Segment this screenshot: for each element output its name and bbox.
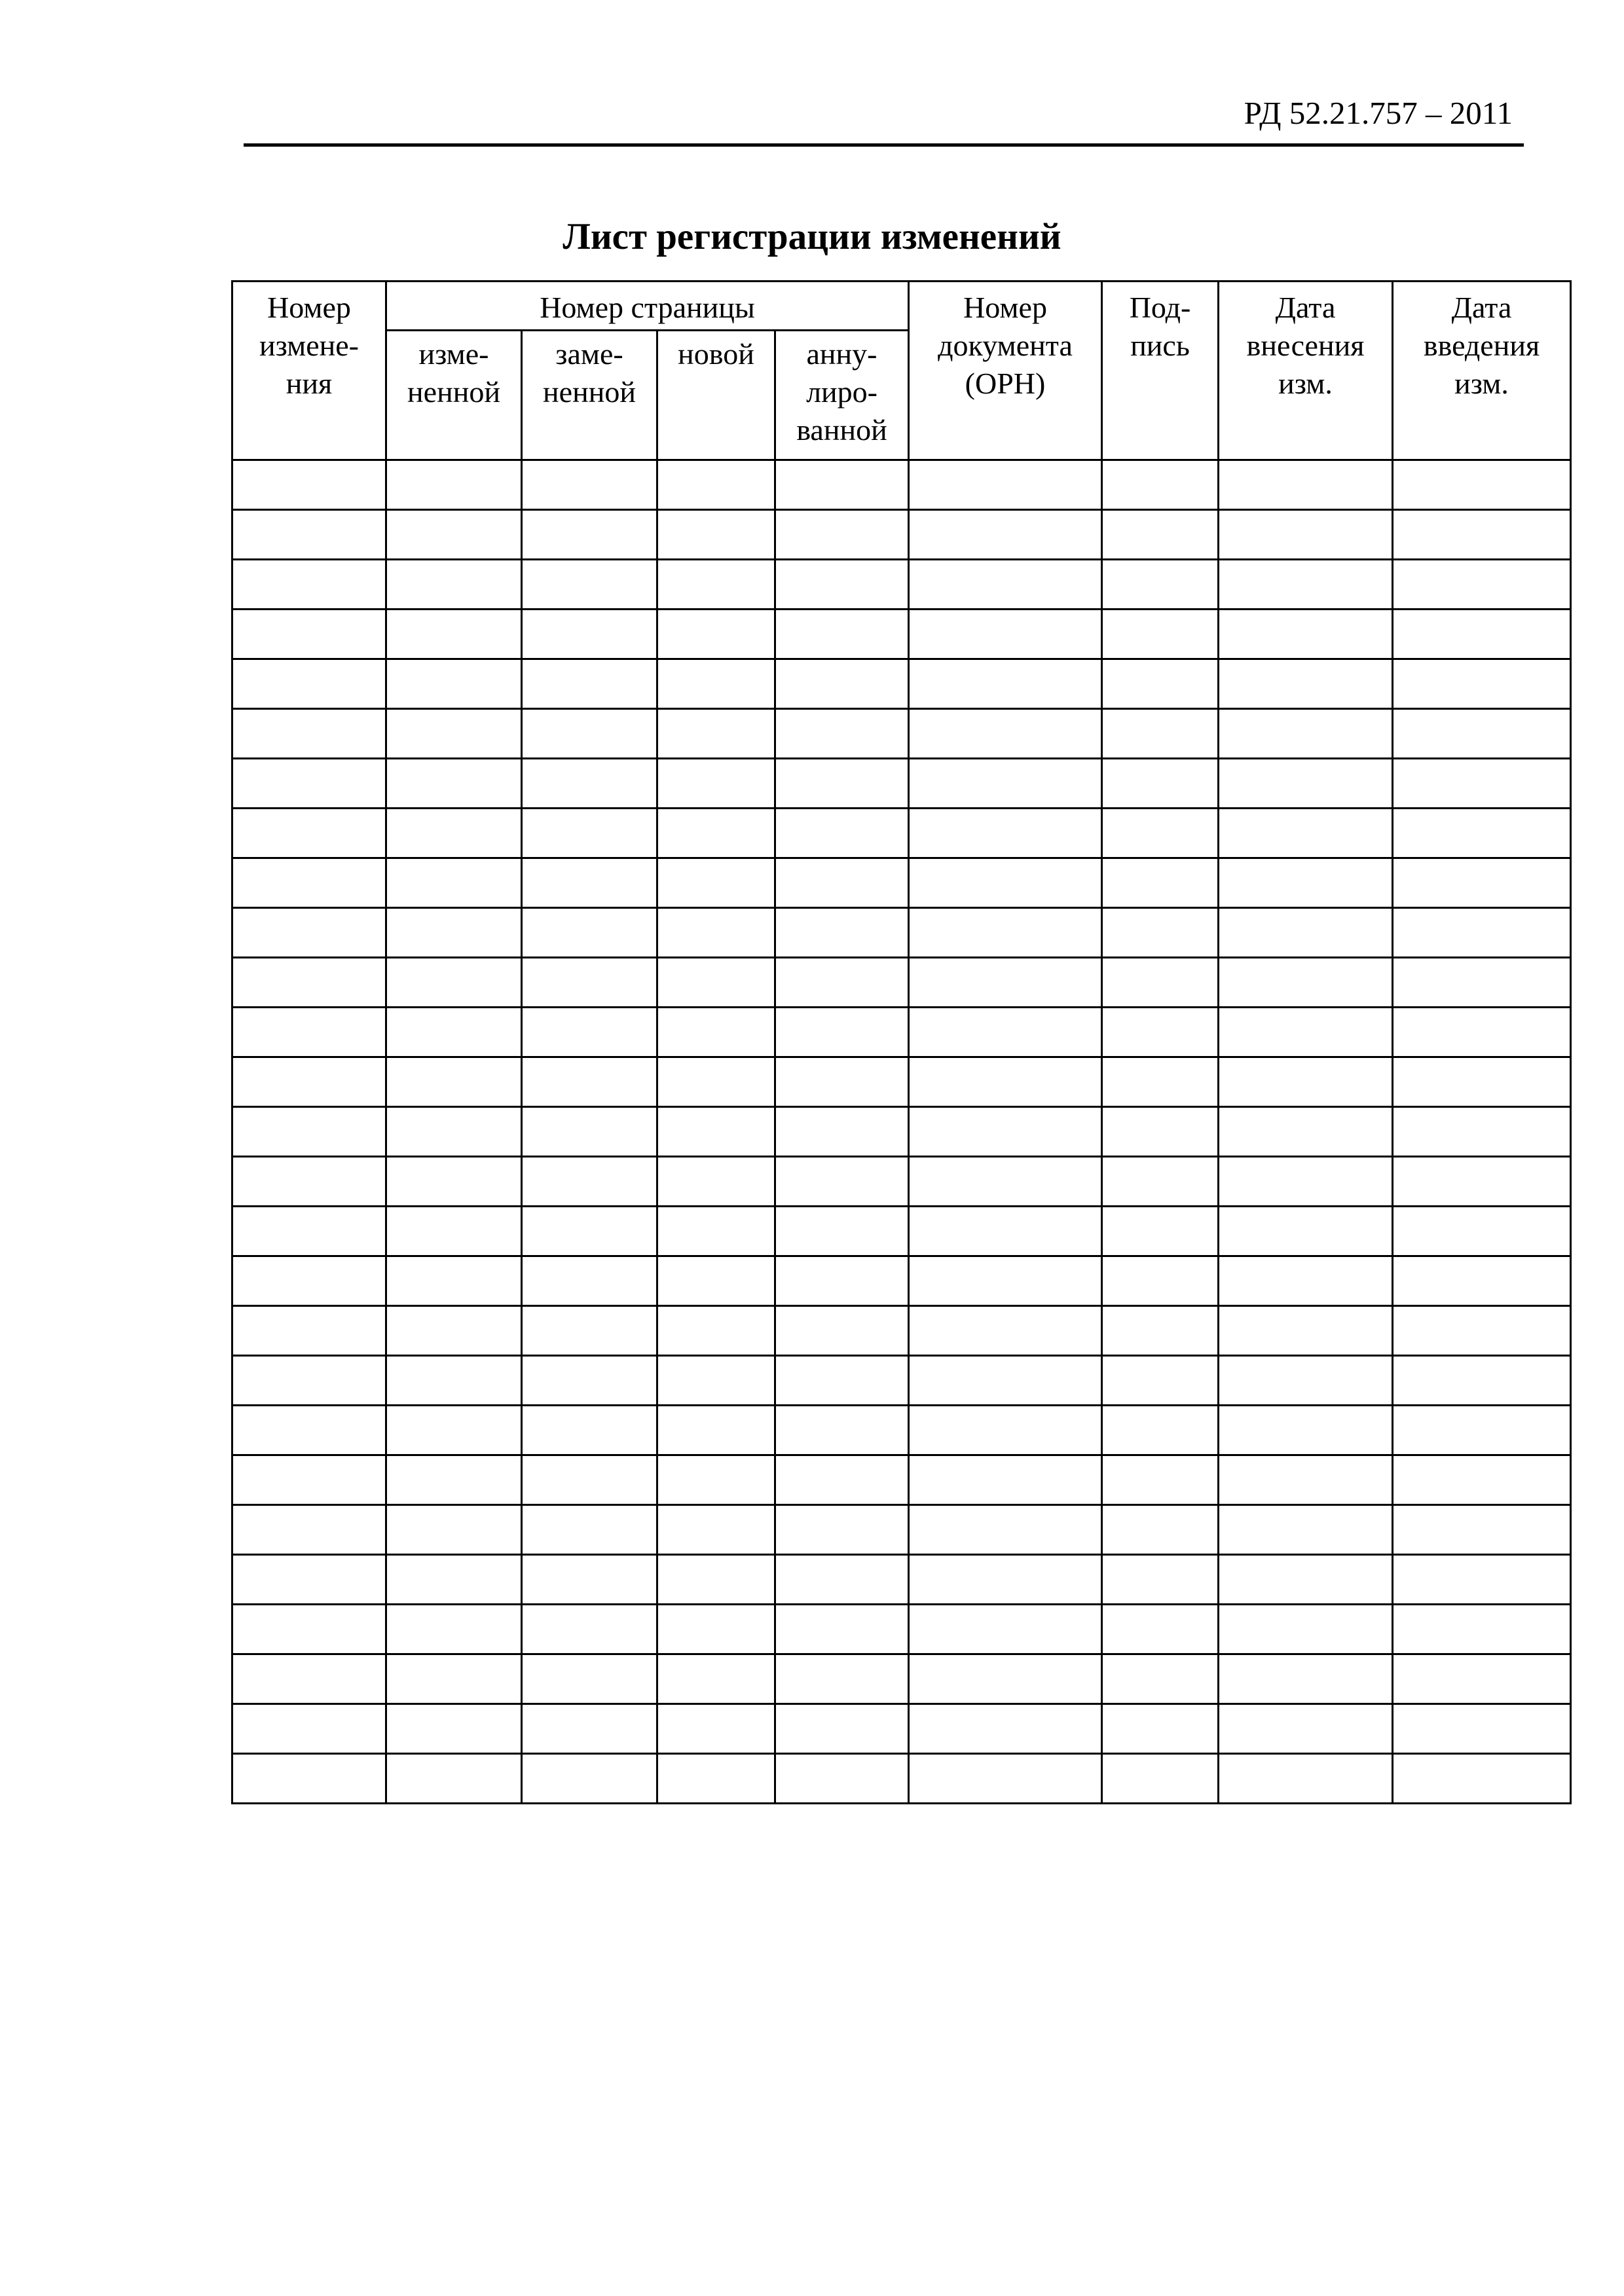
- table-cell: [775, 809, 909, 858]
- table-cell: [1393, 1356, 1571, 1406]
- table-cell: [775, 659, 909, 709]
- table-cell: [1219, 958, 1393, 1008]
- table-cell: [386, 1107, 522, 1157]
- table-cell: [386, 1157, 522, 1207]
- table-cell: [1393, 1306, 1571, 1356]
- table-cell: [232, 908, 386, 958]
- table-cell: [1102, 510, 1219, 560]
- table-cell: [909, 1654, 1102, 1704]
- table-row: [232, 560, 1571, 610]
- table-row: [232, 1057, 1571, 1107]
- table-cell: [386, 1207, 522, 1256]
- table-cell: [232, 759, 386, 809]
- table-row: [232, 1356, 1571, 1406]
- table-cell: [1393, 709, 1571, 759]
- table-cell: [775, 1406, 909, 1455]
- table-cell: [1219, 1754, 1393, 1804]
- document-code: РД 52.21.757 – 2011: [1244, 95, 1513, 131]
- table-cell: [1393, 1605, 1571, 1654]
- table-cell: [232, 460, 386, 510]
- column-header-replaced: заме- ненной: [522, 331, 657, 460]
- table-cell: [1393, 1256, 1571, 1306]
- table-cell: [657, 560, 775, 610]
- table-cell: [657, 460, 775, 510]
- table-cell: [657, 1057, 775, 1107]
- table-cell: [522, 1207, 657, 1256]
- table-row: [232, 1555, 1571, 1605]
- table-cell: [1219, 858, 1393, 908]
- table-cell: [232, 560, 386, 610]
- table-cell: [909, 1157, 1102, 1207]
- table-cell: [522, 709, 657, 759]
- table-cell: [1393, 1505, 1571, 1555]
- table-cell: [1102, 1356, 1219, 1406]
- table-cell: [909, 1008, 1102, 1057]
- table-cell: [232, 1107, 386, 1157]
- table-cell: [1393, 958, 1571, 1008]
- table-cell: [775, 1605, 909, 1654]
- page-title: Лист регистрации изменений: [563, 216, 1061, 257]
- table-cell: [386, 1555, 522, 1605]
- table-cell: [657, 610, 775, 659]
- table-cell: [232, 809, 386, 858]
- table-cell: [1102, 1406, 1219, 1455]
- table-row: [232, 659, 1571, 709]
- table-cell: [1102, 1555, 1219, 1605]
- table-cell: [657, 809, 775, 858]
- table-cell: [386, 1704, 522, 1754]
- table-cell: [522, 560, 657, 610]
- table-cell: [1393, 1157, 1571, 1207]
- table-cell: [232, 709, 386, 759]
- table-cell: [1219, 659, 1393, 709]
- table-row: [232, 858, 1571, 908]
- table-cell: [1102, 759, 1219, 809]
- table-cell: [1393, 1107, 1571, 1157]
- table-cell: [232, 610, 386, 659]
- table-cell: [657, 858, 775, 908]
- table-cell: [1219, 1157, 1393, 1207]
- table-cell: [775, 1207, 909, 1256]
- table-cell: [386, 1505, 522, 1555]
- table-cell: [522, 1057, 657, 1107]
- table-cell: [1102, 1157, 1219, 1207]
- table-cell: [1102, 1704, 1219, 1754]
- table-cell: [657, 1455, 775, 1505]
- table-body: [232, 460, 1571, 1804]
- table-cell: [909, 1455, 1102, 1505]
- column-header-document-number: Номер документа (ОРН): [909, 282, 1102, 460]
- table-cell: [775, 1704, 909, 1754]
- table-cell: [775, 1654, 909, 1704]
- table-cell: [1219, 1306, 1393, 1356]
- table-cell: [522, 510, 657, 560]
- table-row: [232, 1306, 1571, 1356]
- table-cell: [522, 610, 657, 659]
- table-cell: [386, 809, 522, 858]
- table-cell: [1219, 759, 1393, 809]
- table-cell: [386, 1008, 522, 1057]
- table-cell: [232, 1605, 386, 1654]
- table-cell: [522, 858, 657, 908]
- table-row: [232, 1704, 1571, 1754]
- table-row: [232, 1754, 1571, 1804]
- table-cell: [657, 1754, 775, 1804]
- table-cell: [386, 709, 522, 759]
- table-row: [232, 460, 1571, 510]
- table-cell: [657, 1306, 775, 1356]
- column-header-annulled: анну- лиро- ванной: [775, 331, 909, 460]
- table-cell: [232, 1406, 386, 1455]
- table-cell: [1393, 659, 1571, 709]
- table-row: [232, 709, 1571, 759]
- table-cell: [522, 1505, 657, 1555]
- table-cell: [909, 1704, 1102, 1754]
- table-cell: [522, 1008, 657, 1057]
- table-cell: [1219, 510, 1393, 560]
- table-cell: [386, 610, 522, 659]
- table-cell: [232, 1505, 386, 1555]
- table-cell: [386, 1754, 522, 1804]
- table-cell: [1219, 1107, 1393, 1157]
- table-cell: [657, 1008, 775, 1057]
- table-cell: [657, 709, 775, 759]
- table-cell: [1393, 759, 1571, 809]
- table-cell: [775, 858, 909, 908]
- column-header-new: новой: [657, 331, 775, 460]
- table-cell: [232, 1157, 386, 1207]
- table-cell: [1393, 1555, 1571, 1605]
- table-cell: [775, 510, 909, 560]
- table-cell: [775, 908, 909, 958]
- column-header-change-number: Номер измене- ния: [232, 282, 386, 460]
- table-cell: [1102, 809, 1219, 858]
- table-cell: [386, 560, 522, 610]
- table-cell: [657, 1256, 775, 1306]
- table-cell: [522, 958, 657, 1008]
- table-cell: [232, 1455, 386, 1505]
- table-cell: [386, 1057, 522, 1107]
- table-cell: [522, 1605, 657, 1654]
- table-cell: [386, 1356, 522, 1406]
- table-cell: [1102, 1057, 1219, 1107]
- column-header-page-number: Номер страницы: [386, 282, 909, 331]
- table-cell: [909, 858, 1102, 908]
- table-cell: [1219, 560, 1393, 610]
- table-cell: [1393, 460, 1571, 510]
- table-cell: [1102, 1256, 1219, 1306]
- table-cell: [909, 958, 1102, 1008]
- table-cell: [657, 1704, 775, 1754]
- table-cell: [775, 1008, 909, 1057]
- table-cell: [522, 1356, 657, 1406]
- table-cell: [657, 1555, 775, 1605]
- table-cell: [657, 1107, 775, 1157]
- table-cell: [522, 1406, 657, 1455]
- table-row: [232, 510, 1571, 560]
- table-cell: [657, 659, 775, 709]
- table-cell: [1102, 1505, 1219, 1555]
- table-cell: [909, 1505, 1102, 1555]
- table-row: [232, 1654, 1571, 1704]
- table-row: [232, 1107, 1571, 1157]
- table-row: [232, 1505, 1571, 1555]
- table-cell: [232, 858, 386, 908]
- table-cell: [1219, 809, 1393, 858]
- table-cell: [909, 709, 1102, 759]
- table-cell: [775, 610, 909, 659]
- table-cell: [1219, 1356, 1393, 1406]
- table-cell: [1393, 1406, 1571, 1455]
- table-cell: [909, 1406, 1102, 1455]
- table-cell: [1102, 709, 1219, 759]
- table-cell: [232, 1008, 386, 1057]
- table-row: [232, 759, 1571, 809]
- table-row: [232, 1157, 1571, 1207]
- table-cell: [909, 460, 1102, 510]
- table-cell: [909, 1306, 1102, 1356]
- table-cell: [775, 560, 909, 610]
- table-cell: [1102, 858, 1219, 908]
- table-row: [232, 1406, 1571, 1455]
- table-cell: [775, 759, 909, 809]
- table-cell: [1102, 1754, 1219, 1804]
- table-cell: [386, 510, 522, 560]
- table-cell: [775, 1306, 909, 1356]
- table-cell: [1393, 809, 1571, 858]
- table-cell: [1393, 1008, 1571, 1057]
- table-cell: [386, 1605, 522, 1654]
- table-cell: [657, 1654, 775, 1704]
- table-cell: [909, 659, 1102, 709]
- table-cell: [1102, 1306, 1219, 1356]
- table-cell: [522, 908, 657, 958]
- table-cell: [1393, 610, 1571, 659]
- table-cell: [1102, 1455, 1219, 1505]
- table-cell: [232, 1704, 386, 1754]
- table-cell: [1102, 659, 1219, 709]
- table-cell: [386, 858, 522, 908]
- table-cell: [909, 809, 1102, 858]
- table-row: [232, 809, 1571, 858]
- table-row: [232, 958, 1571, 1008]
- table-cell: [386, 659, 522, 709]
- table-cell: [232, 1356, 386, 1406]
- table-cell: [232, 1207, 386, 1256]
- table-row: [232, 1605, 1571, 1654]
- table-cell: [1102, 1008, 1219, 1057]
- table-cell: [909, 1356, 1102, 1406]
- table-cell: [1219, 1207, 1393, 1256]
- header-rule: [244, 143, 1524, 147]
- table-cell: [386, 460, 522, 510]
- table-cell: [1393, 858, 1571, 908]
- table-cell: [775, 1107, 909, 1157]
- table-cell: [522, 1654, 657, 1704]
- table-cell: [1393, 510, 1571, 560]
- table-cell: [386, 1654, 522, 1704]
- table-cell: [522, 1306, 657, 1356]
- table-cell: [522, 809, 657, 858]
- table-cell: [232, 1754, 386, 1804]
- table-cell: [909, 1754, 1102, 1804]
- table-cell: [909, 1555, 1102, 1605]
- table-cell: [909, 759, 1102, 809]
- table-row: [232, 1256, 1571, 1306]
- table-cell: [522, 659, 657, 709]
- table-cell: [657, 1157, 775, 1207]
- table-cell: [1219, 1555, 1393, 1605]
- table-cell: [1102, 610, 1219, 659]
- table-cell: [386, 1306, 522, 1356]
- column-header-entry-date: Дата внесения изм.: [1219, 282, 1393, 460]
- table-cell: [1102, 1605, 1219, 1654]
- table-cell: [657, 1207, 775, 1256]
- table-cell: [232, 659, 386, 709]
- table-row: [232, 1008, 1571, 1057]
- column-header-signature: Под- пись: [1102, 282, 1219, 460]
- column-header-changed: изме- ненной: [386, 331, 522, 460]
- table-cell: [775, 460, 909, 510]
- table-cell: [1219, 709, 1393, 759]
- table-cell: [775, 1356, 909, 1406]
- table-row: [232, 908, 1571, 958]
- table-cell: [522, 460, 657, 510]
- table-cell: [386, 908, 522, 958]
- table-cell: [232, 1555, 386, 1605]
- table-cell: [232, 1306, 386, 1356]
- table-cell: [522, 1157, 657, 1207]
- table-cell: [1219, 1605, 1393, 1654]
- table-cell: [1393, 908, 1571, 958]
- table-cell: [522, 1555, 657, 1605]
- table-cell: [657, 510, 775, 560]
- table-cell: [522, 1455, 657, 1505]
- change-registration-table: [231, 280, 1572, 1804]
- table-cell: [386, 1455, 522, 1505]
- table-cell: [386, 1256, 522, 1306]
- table-cell: [232, 1654, 386, 1704]
- table-cell: [775, 1256, 909, 1306]
- table-cell: [775, 1455, 909, 1505]
- table-cell: [909, 1207, 1102, 1256]
- table-cell: [1219, 610, 1393, 659]
- table-cell: [909, 1256, 1102, 1306]
- table-cell: [775, 1555, 909, 1605]
- table-cell: [909, 908, 1102, 958]
- table-cell: [1219, 1455, 1393, 1505]
- table-cell: [1393, 1654, 1571, 1704]
- column-header-effective-date: Дата введения изм.: [1393, 282, 1571, 460]
- table-row: [232, 1207, 1571, 1256]
- table-cell: [1393, 1754, 1571, 1804]
- table-cell: [1393, 1704, 1571, 1754]
- table-cell: [232, 1057, 386, 1107]
- table-cell: [657, 1406, 775, 1455]
- table-cell: [1102, 1107, 1219, 1157]
- table-row: [232, 610, 1571, 659]
- table-cell: [909, 1057, 1102, 1107]
- table-cell: [657, 759, 775, 809]
- table-cell: [657, 1605, 775, 1654]
- table-cell: [1219, 1505, 1393, 1555]
- table-cell: [1219, 908, 1393, 958]
- table-cell: [1393, 1207, 1571, 1256]
- table-cell: [232, 958, 386, 1008]
- table-cell: [1102, 958, 1219, 1008]
- table-cell: [775, 1505, 909, 1555]
- table-row: [232, 1455, 1571, 1505]
- table-cell: [522, 1107, 657, 1157]
- table-cell: [522, 759, 657, 809]
- table-cell: [522, 1704, 657, 1754]
- table-cell: [386, 958, 522, 1008]
- table-cell: [1219, 1704, 1393, 1754]
- table-cell: [1393, 560, 1571, 610]
- table-cell: [909, 560, 1102, 610]
- table-cell: [1219, 1256, 1393, 1306]
- table-cell: [775, 958, 909, 1008]
- table-cell: [232, 1256, 386, 1306]
- table-cell: [775, 709, 909, 759]
- table-cell: [657, 908, 775, 958]
- table-cell: [909, 510, 1102, 560]
- table-cell: [1219, 1406, 1393, 1455]
- table-cell: [232, 510, 386, 560]
- table-cell: [386, 759, 522, 809]
- table-cell: [1393, 1455, 1571, 1505]
- table-cell: [1219, 460, 1393, 510]
- table-cell: [1219, 1008, 1393, 1057]
- table-cell: [1102, 1207, 1219, 1256]
- table-cell: [775, 1157, 909, 1207]
- table-cell: [909, 1605, 1102, 1654]
- table-cell: [909, 1107, 1102, 1157]
- table-cell: [1393, 1057, 1571, 1107]
- table-cell: [1219, 1654, 1393, 1704]
- table-cell: [522, 1256, 657, 1306]
- table-cell: [657, 1505, 775, 1555]
- table-cell: [909, 610, 1102, 659]
- table-cell: [1219, 1057, 1393, 1107]
- table-cell: [657, 1356, 775, 1406]
- table-cell: [1102, 1654, 1219, 1704]
- table-cell: [522, 1754, 657, 1804]
- table-cell: [1102, 560, 1219, 610]
- table-cell: [1102, 908, 1219, 958]
- table-cell: [775, 1057, 909, 1107]
- table-cell: [1102, 460, 1219, 510]
- table-cell: [386, 1406, 522, 1455]
- table-cell: [657, 958, 775, 1008]
- table-cell: [775, 1754, 909, 1804]
